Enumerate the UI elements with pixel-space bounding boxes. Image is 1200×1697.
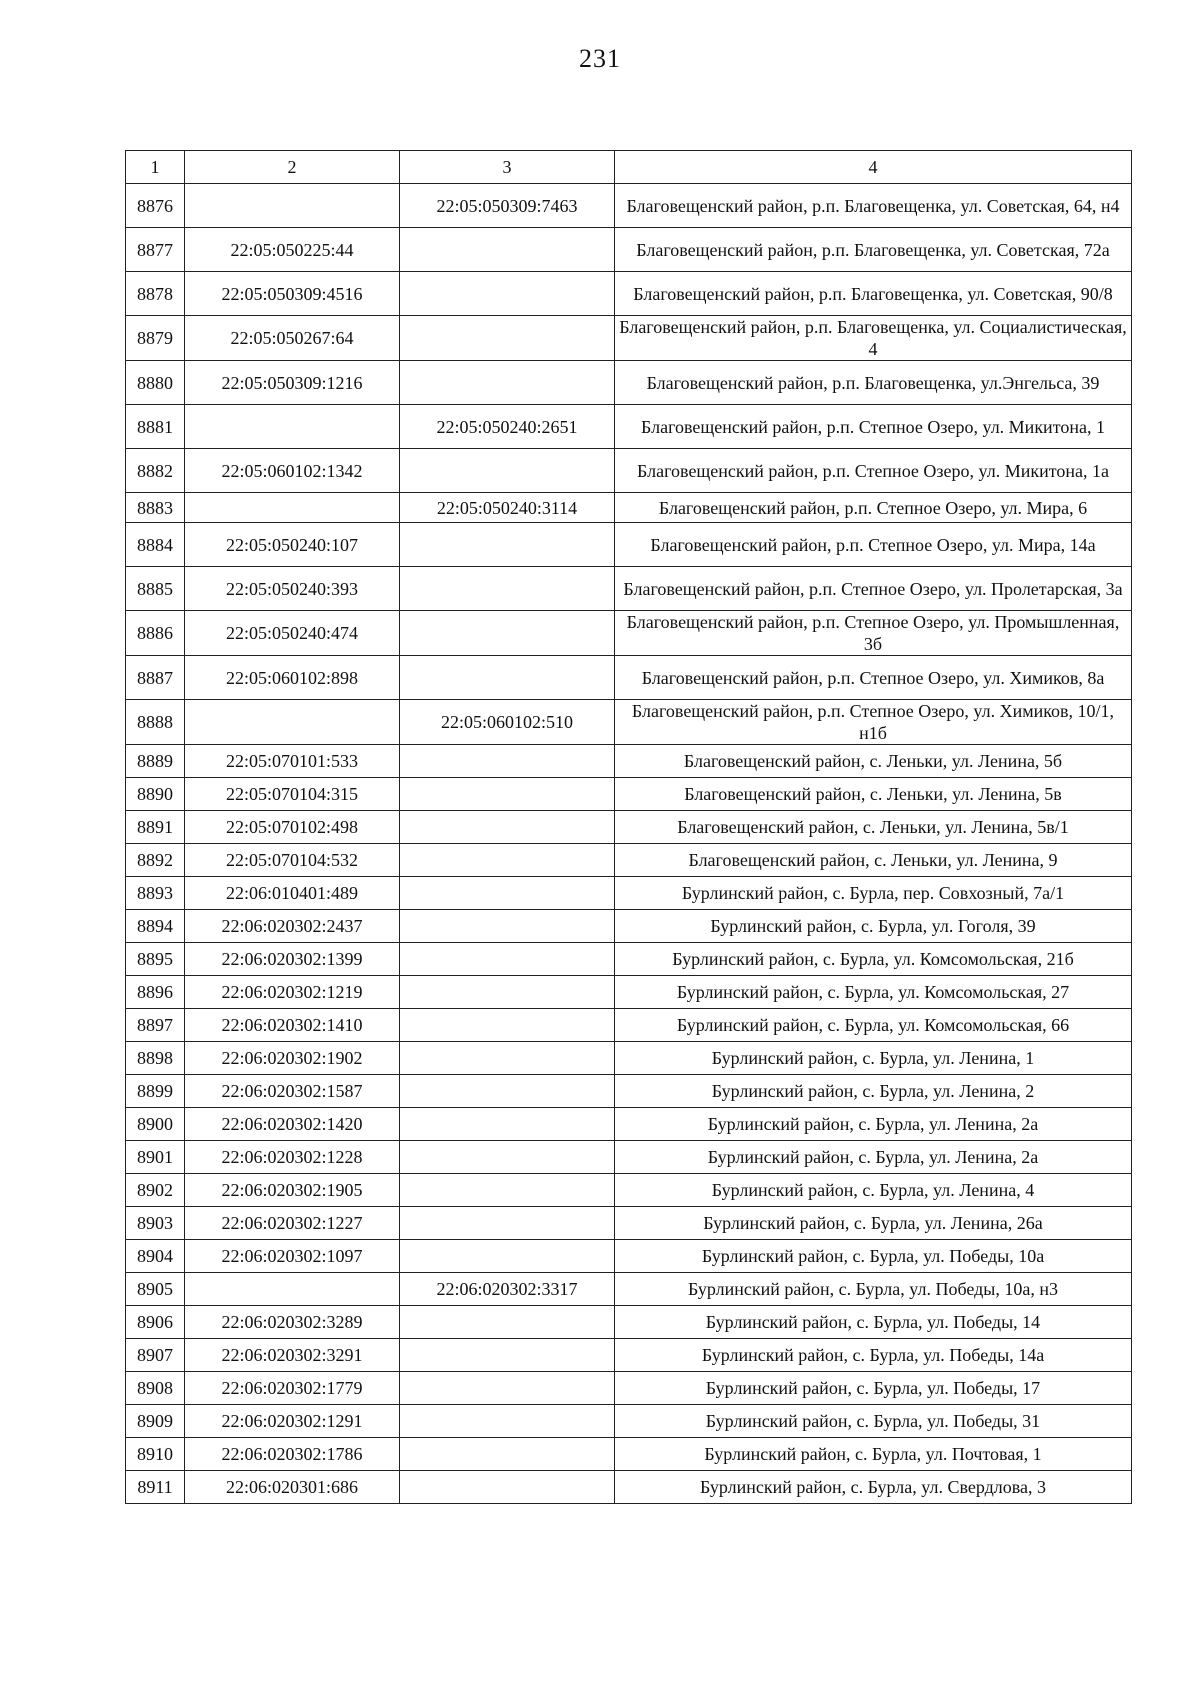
registry-table xyxy=(125,150,1132,1504)
cadastral-number-cell: 22:05:060102:898 xyxy=(185,656,400,700)
cadastral-number-alt-cell xyxy=(400,1009,615,1042)
address-cell: Благовещенский район, р.п. Степное Озеро, ул. Химиков, 10/1, н1б xyxy=(615,700,1132,745)
cadastral-number-alt-cell xyxy=(400,1141,615,1174)
cadastral-number-alt-cell xyxy=(400,910,615,943)
cadastral-number-alt-cell xyxy=(400,611,615,656)
row-number-cell: 8900 xyxy=(126,1108,185,1141)
address-cell: Благовещенский район, р.п. Степное Озеро, ул. Химиков, 8а xyxy=(615,656,1132,700)
table-row xyxy=(126,1141,1132,1174)
address-cell: Бурлинский район, с. Бурла, ул. Победы, 14а xyxy=(615,1339,1132,1372)
row-number-cell: 8909 xyxy=(126,1405,185,1438)
address-cell: Бурлинский район, с. Бурла, ул. Ленина, 2а xyxy=(615,1108,1132,1141)
table-row xyxy=(126,778,1132,811)
address-cell: Бурлинский район, с. Бурла, ул. Комсомольская, 66 xyxy=(615,1009,1132,1042)
cadastral-number-alt-cell xyxy=(400,1339,615,1372)
cadastral-number-alt-cell xyxy=(400,778,615,811)
cadastral-number-alt-cell xyxy=(400,449,615,493)
cadastral-number-alt-cell xyxy=(400,1174,615,1207)
row-number-cell: 8880 xyxy=(126,361,185,405)
row-number-cell: 8905 xyxy=(126,1273,185,1306)
cadastral-number-alt-cell xyxy=(400,1405,615,1438)
cadastral-number-alt-cell xyxy=(400,1438,615,1471)
cadastral-number-cell: 22:06:010401:489 xyxy=(185,877,400,910)
table-row xyxy=(126,1273,1132,1306)
table-row xyxy=(126,1306,1132,1339)
address-cell: Благовещенский район, с. Леньки, ул. Ленина, 9 xyxy=(615,844,1132,877)
row-number-cell: 8901 xyxy=(126,1141,185,1174)
cadastral-number-alt-cell xyxy=(400,943,615,976)
row-number-cell: 8898 xyxy=(126,1042,185,1075)
cadastral-number-cell: 22:06:020302:2437 xyxy=(185,910,400,943)
table-row xyxy=(126,700,1132,745)
page-number: 231 xyxy=(579,44,621,73)
cadastral-number-cell: 22:05:070102:498 xyxy=(185,811,400,844)
table-row xyxy=(126,523,1132,567)
address-cell: Бурлинский район, с. Бурла, ул. Победы, 14 xyxy=(615,1306,1132,1339)
cadastral-number-cell: 22:06:020302:1399 xyxy=(185,943,400,976)
table-row xyxy=(126,844,1132,877)
cadastral-number-alt-cell xyxy=(400,844,615,877)
cadastral-number-cell xyxy=(185,184,400,228)
cadastral-number-cell: 22:06:020302:1420 xyxy=(185,1108,400,1141)
table-row xyxy=(126,1207,1132,1240)
cadastral-number-alt-cell: 22:05:050309:7463 xyxy=(400,184,615,228)
row-number-cell: 8883 xyxy=(126,493,185,523)
row-number-cell: 8903 xyxy=(126,1207,185,1240)
address-cell: Благовещенский район, р.п. Благовещенка, ул. Советская, 90/8 xyxy=(615,272,1132,316)
row-number-cell: 8895 xyxy=(126,943,185,976)
cadastral-number-alt-cell xyxy=(400,1372,615,1405)
cadastral-number-cell: 22:06:020302:1291 xyxy=(185,1405,400,1438)
address-cell: Бурлинский район, с. Бурла, ул. Свердлова, 3 xyxy=(615,1471,1132,1504)
address-cell: Бурлинский район, с. Бурла, ул. Ленина, 2а xyxy=(615,1141,1132,1174)
table-row xyxy=(126,1042,1132,1075)
row-number-cell: 8911 xyxy=(126,1471,185,1504)
cadastral-number-alt-cell xyxy=(400,1042,615,1075)
row-number-cell: 8896 xyxy=(126,976,185,1009)
table-row xyxy=(126,228,1132,272)
row-number-cell: 8884 xyxy=(126,523,185,567)
cadastral-number-cell xyxy=(185,700,400,745)
cadastral-number-cell: 22:06:020302:1905 xyxy=(185,1174,400,1207)
row-number-cell: 8910 xyxy=(126,1438,185,1471)
row-number-cell: 8897 xyxy=(126,1009,185,1042)
address-cell: Благовещенский район, с. Леньки, ул. Ленина, 5б xyxy=(615,745,1132,778)
cadastral-number-cell: 22:06:020302:1587 xyxy=(185,1075,400,1108)
address-cell: Благовещенский район, р.п. Благовещенка, ул. Советская, 64, н4 xyxy=(615,184,1132,228)
row-number-cell: 8889 xyxy=(126,745,185,778)
address-cell: Бурлинский район, с. Бурла, ул. Победы, 10а xyxy=(615,1240,1132,1273)
row-number-cell: 8906 xyxy=(126,1306,185,1339)
cadastral-number-alt-cell xyxy=(400,567,615,611)
cadastral-number-cell: 22:06:020302:1410 xyxy=(185,1009,400,1042)
address-cell: Бурлинский район, с. Бурла, ул. Комсомольская, 21б xyxy=(615,943,1132,976)
row-number-cell: 8892 xyxy=(126,844,185,877)
cadastral-number-alt-cell xyxy=(400,272,615,316)
table-row xyxy=(126,976,1132,1009)
cadastral-number-alt-cell xyxy=(400,1207,615,1240)
column-header-1: 1 xyxy=(126,151,185,184)
cadastral-number-cell: 22:05:050240:474 xyxy=(185,611,400,656)
cadastral-number-cell: 22:05:070104:532 xyxy=(185,844,400,877)
address-cell: Бурлинский район, с. Бурла, ул. Ленина, 2 xyxy=(615,1075,1132,1108)
row-number-cell: 8902 xyxy=(126,1174,185,1207)
row-number-cell: 8878 xyxy=(126,272,185,316)
row-number-cell: 8893 xyxy=(126,877,185,910)
table-row xyxy=(126,1108,1132,1141)
address-cell: Бурлинский район, с. Бурла, ул. Ленина, 26а xyxy=(615,1207,1132,1240)
cadastral-number-cell: 22:06:020302:1219 xyxy=(185,976,400,1009)
address-cell: Бурлинский район, с. Бурла, пер. Совхозный, 7а/1 xyxy=(615,877,1132,910)
cadastral-number-alt-cell: 22:05:050240:3114 xyxy=(400,493,615,523)
cadastral-number-alt-cell xyxy=(400,745,615,778)
table-row xyxy=(126,405,1132,449)
cadastral-number-cell: 22:06:020302:3289 xyxy=(185,1306,400,1339)
row-number-cell: 8881 xyxy=(126,405,185,449)
cadastral-number-cell: 22:05:050240:107 xyxy=(185,523,400,567)
table-row xyxy=(126,567,1132,611)
cadastral-number-cell: 22:05:050240:393 xyxy=(185,567,400,611)
row-number-cell: 8908 xyxy=(126,1372,185,1405)
table-row xyxy=(126,943,1132,976)
cadastral-number-cell: 22:05:050309:4516 xyxy=(185,272,400,316)
cadastral-number-alt-cell xyxy=(400,877,615,910)
address-cell: Бурлинский район, с. Бурла, ул. Ленина, 4 xyxy=(615,1174,1132,1207)
table-row xyxy=(126,656,1132,700)
table-row xyxy=(126,493,1132,523)
row-number-cell: 8885 xyxy=(126,567,185,611)
cadastral-number-alt-cell xyxy=(400,316,615,361)
address-cell: Благовещенский район, р.п. Благовещенка, ул. Социалистическая, 4 xyxy=(615,316,1132,361)
address-cell: Бурлинский район, с. Бурла, ул. Победы, 31 xyxy=(615,1405,1132,1438)
cadastral-number-cell xyxy=(185,1273,400,1306)
cadastral-number-alt-cell: 22:05:050240:2651 xyxy=(400,405,615,449)
table-row xyxy=(126,361,1132,405)
table-row xyxy=(126,184,1132,228)
cadastral-number-alt-cell xyxy=(400,976,615,1009)
cadastral-number-alt-cell xyxy=(400,1075,615,1108)
cadastral-number-cell: 22:06:020302:1097 xyxy=(185,1240,400,1273)
cadastral-number-alt-cell xyxy=(400,361,615,405)
address-cell: Бурлинский район, с. Бурла, ул. Ленина, 1 xyxy=(615,1042,1132,1075)
row-number-cell: 8879 xyxy=(126,316,185,361)
address-cell: Благовещенский район, р.п. Степное Озеро, ул. Мира, 14а xyxy=(615,523,1132,567)
cadastral-number-cell: 22:05:070104:315 xyxy=(185,778,400,811)
row-number-cell: 8886 xyxy=(126,611,185,656)
cadastral-number-alt-cell xyxy=(400,811,615,844)
table-row xyxy=(126,1438,1132,1471)
table-row xyxy=(126,811,1132,844)
address-cell: Бурлинский район, с. Бурла, ул. Победы, 10а, н3 xyxy=(615,1273,1132,1306)
cadastral-number-cell xyxy=(185,493,400,523)
table-row xyxy=(126,745,1132,778)
table-row xyxy=(126,1405,1132,1438)
cadastral-number-cell: 22:06:020302:1779 xyxy=(185,1372,400,1405)
cadastral-number-cell: 22:05:050309:1216 xyxy=(185,361,400,405)
address-cell: Благовещенский район, р.п. Благовещенка, ул. Советская, 72а xyxy=(615,228,1132,272)
row-number-cell: 8877 xyxy=(126,228,185,272)
row-number-cell: 8891 xyxy=(126,811,185,844)
row-number-cell: 8887 xyxy=(126,656,185,700)
table-row xyxy=(126,1240,1132,1273)
cadastral-number-cell: 22:06:020302:1902 xyxy=(185,1042,400,1075)
address-cell: Бурлинский район, с. Бурла, ул. Почтовая, 1 xyxy=(615,1438,1132,1471)
cadastral-number-cell: 22:06:020302:1786 xyxy=(185,1438,400,1471)
cadastral-number-cell: 22:06:020301:686 xyxy=(185,1471,400,1504)
table-row xyxy=(126,316,1132,361)
cadastral-number-cell: 22:06:020302:1228 xyxy=(185,1141,400,1174)
address-cell: Благовещенский район, р.п. Степное Озеро, ул. Пролетарская, 3а xyxy=(615,567,1132,611)
row-number-cell: 8894 xyxy=(126,910,185,943)
table-row xyxy=(126,1471,1132,1504)
cadastral-number-cell: 22:06:020302:3291 xyxy=(185,1339,400,1372)
cadastral-number-alt-cell xyxy=(400,1471,615,1504)
address-cell: Благовещенский район, с. Леньки, ул. Ленина, 5в xyxy=(615,778,1132,811)
table-row xyxy=(126,611,1132,656)
table-row xyxy=(126,1174,1132,1207)
table-row xyxy=(126,1372,1132,1405)
column-header-4: 4 xyxy=(615,151,1132,184)
address-cell: Бурлинский район, с. Бурла, ул. Гоголя, 39 xyxy=(615,910,1132,943)
cadastral-number-cell: 22:05:070101:533 xyxy=(185,745,400,778)
row-number-cell: 8882 xyxy=(126,449,185,493)
cadastral-number-cell: 22:05:050267:64 xyxy=(185,316,400,361)
table-body xyxy=(126,184,1132,1504)
row-number-cell: 8876 xyxy=(126,184,185,228)
table-row xyxy=(126,1075,1132,1108)
address-cell: Бурлинский район, с. Бурла, ул. Победы, 17 xyxy=(615,1372,1132,1405)
table-row xyxy=(126,272,1132,316)
cadastral-number-alt-cell xyxy=(400,656,615,700)
cadastral-number-alt-cell xyxy=(400,1240,615,1273)
address-cell: Благовещенский район, р.п. Степное Озеро, ул. Промышленная, 3б xyxy=(615,611,1132,656)
row-number-cell: 8899 xyxy=(126,1075,185,1108)
cadastral-number-alt-cell: 22:05:060102:510 xyxy=(400,700,615,745)
table-row xyxy=(126,910,1132,943)
header-row xyxy=(126,151,1132,184)
table-row xyxy=(126,877,1132,910)
column-header-3: 3 xyxy=(400,151,615,184)
address-cell: Благовещенский район, р.п. Степное Озеро, ул. Мира, 6 xyxy=(615,493,1132,523)
address-cell: Благовещенский район, с. Леньки, ул. Ленина, 5в/1 xyxy=(615,811,1132,844)
address-cell: Благовещенский район, р.п. Степное Озеро, ул. Микитона, 1 xyxy=(615,405,1132,449)
address-cell: Благовещенский район, р.п. Степное Озеро, ул. Микитона, 1а xyxy=(615,449,1132,493)
table-row xyxy=(126,449,1132,493)
column-header-2: 2 xyxy=(185,151,400,184)
row-number-cell: 8890 xyxy=(126,778,185,811)
table-row xyxy=(126,1009,1132,1042)
cadastral-number-alt-cell xyxy=(400,523,615,567)
row-number-cell: 8888 xyxy=(126,700,185,745)
cadastral-number-cell: 22:05:060102:1342 xyxy=(185,449,400,493)
row-number-cell: 8907 xyxy=(126,1339,185,1372)
cadastral-number-alt-cell xyxy=(400,228,615,272)
cadastral-number-cell: 22:05:050225:44 xyxy=(185,228,400,272)
cadastral-number-alt-cell xyxy=(400,1306,615,1339)
table-row xyxy=(126,1339,1132,1372)
address-cell: Благовещенский район, р.п. Благовещенка, ул.Энгельса, 39 xyxy=(615,361,1132,405)
cadastral-number-alt-cell: 22:06:020302:3317 xyxy=(400,1273,615,1306)
cadastral-number-cell: 22:06:020302:1227 xyxy=(185,1207,400,1240)
cadastral-number-cell xyxy=(185,405,400,449)
row-number-cell: 8904 xyxy=(126,1240,185,1273)
cadastral-number-alt-cell xyxy=(400,1108,615,1141)
address-cell: Бурлинский район, с. Бурла, ул. Комсомольская, 27 xyxy=(615,976,1132,1009)
